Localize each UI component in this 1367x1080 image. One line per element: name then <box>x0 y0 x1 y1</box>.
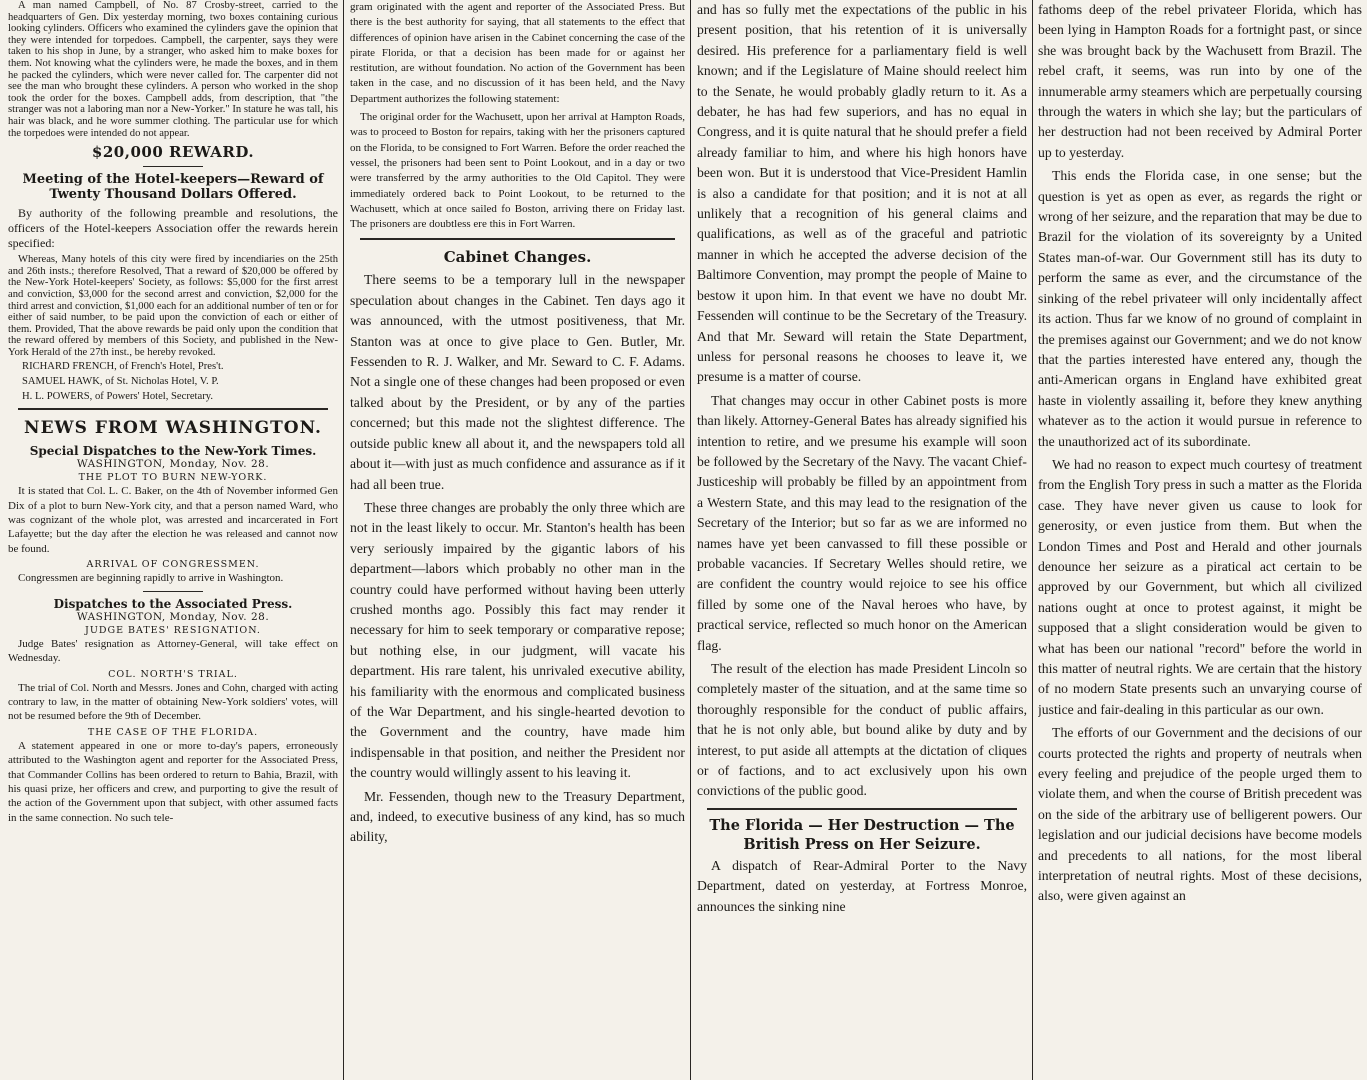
dateline: WASHINGTON, Monday, Nov. 28. <box>76 458 270 471</box>
dispatch-source: Dispatches to the Associated Press. <box>53 596 293 611</box>
divider <box>707 808 1017 810</box>
florida-sinking-paragraph: fathoms deep of the rebel privateer Florida, which has been lying in Hampton Roads for a fortnight past, or since she was brought back by the Wachusett from Brazil. The rebel craft, it seems, was run into by one of the innumerable army steamers which are perpetually coursing through the waters in which she lay; but the particulars of her destruction had not been received by Admiral Porter up to yesterday. <box>1038 2 1362 160</box>
resolution-text: Whereas, Many hotels of this city were fired by incendiaries on the 25th and 26th insts.; therefore Resolved, That a reward of $20,000 be offered by the New-York Hotel-keepers' Society, as follows: $5,000 for the first arrest and conviction, $3,000 for the second arrest and conviction, $2,000 for the third arrest and conviction, $1,000 each for an additional number of ten or for either of said number, to be paid upon the conviction of each or either of them. Provided, That the above rewards be paid only upon the condition that the reward offered by members of this Society, and published in the New-York Herald of the 27th inst., be hereby revoked. <box>8 254 338 358</box>
meeting-intro: By authority of the following preamble and resolutions, the officers of the Hotel-keepers Association offer the rewards herein specified: <box>8 206 338 251</box>
divider <box>360 238 675 240</box>
florida-destruction-headline: The Florida — Her Destruction — The British Press on Her Seizure. <box>709 816 1015 853</box>
column-4 <box>1038 0 1362 1080</box>
bates-headline: JUDGE BATES' RESIGNATION. <box>85 624 261 636</box>
dateline: WASHINGTON, Monday, Nov. 28. <box>76 610 270 623</box>
column-rule <box>690 0 691 1080</box>
column-2 <box>350 0 685 1080</box>
telegram-article: gram originated with the agent and reporter of the Associated Press. But there is the best authority for saying, that all statements to the effect that differences of opinion have arisen in the Cabinet concerning the case of the pirate Florida, or that a decision has been made for or against her restitution, are without foundation. No action of the Government has been taken in the case, and no discussion of it has been held, and the Navy Department authorizes the following statement: <box>350 1 685 105</box>
navy-statement: The original order for the Wachusett, upon her arrival at Hampton Roads, was to proceed to Boston for repairs, taking with her the prisoners captured on the Florida, to be consigned to Fort Warren. Before the order reached the vessel, the prisoners had been sent to Point Lookout, and in a day or two were transferred by the army authorities to the Old Capitol. They were immediately ordered back to Point Lookout, to be returned to the Wachusett, which at once sailed fo Boston, arriving there on Friday last. The prisoners are doubtless ere this in Fort Warren. <box>350 111 685 231</box>
column-rule <box>343 0 344 1080</box>
north-article: The trial of Col. North and Messrs. Jones and Cohn, charged with acting contrary to law, in the matter of obtaining New-York soldiers' votes, will not be resumed before the 9th of December. <box>8 681 338 723</box>
plot-headline: THE PLOT TO BURN NEW-YORK. <box>78 472 268 484</box>
column-1 <box>8 0 338 1080</box>
english-press-paragraph: We had no reason to expect much courtesy of treatment from the English Tory press in such a matter as the Florida case. They have never given us cause to look for generosity, or even justice from them. But when the London Times and Post and Herald and other journals denounce her seizure as a piratical act certain to be approved by our Government, but which all civilized nations ought at once to protest against, it might be supposed that a slight consideration would be given to what has been our national "record" before the world in this matter of neutral rights. We are certain that the history of no modern State presents such an unvarying course of justice and fair-dealing in this particular as our own. <box>1038 456 1362 717</box>
arrival-article: Congressmen are beginning rapidly to arrive in Washington. <box>18 572 284 585</box>
dispatch-source: Special Dispatches to the New-York Times. <box>29 444 317 459</box>
divider <box>18 408 328 410</box>
meeting-headline: Meeting of the Hotel-keepers—Reward of Twenty Thousand Dollars Offered. <box>22 172 324 203</box>
arrival-headline: ARRIVAL OF CONGRESSMEN. <box>86 559 260 571</box>
bates-article: Judge Bates' resignation as Attorney-General, will take effect on Wednesday. <box>8 637 338 665</box>
cabinet-changes-headline: Cabinet Changes. <box>443 248 592 267</box>
news-from-washington-title: NEWS FROM WASHINGTON. <box>24 418 322 439</box>
florida-headline: THE CASE OF THE FLORIDA. <box>87 726 259 738</box>
reward-title: $20,000 REWARD. <box>91 143 255 162</box>
signature-line: SAMUEL HAWK, of St. Nicholas Hotel, V. P. <box>22 376 219 388</box>
neutral-rights-paragraph: The efforts of our Government and the decisions of our courts protected the rights and property of neutrals when every feeling and prejudice of the people urged them to violate them, and when the course of British precedent was on the side of the arbitrary use of belligerent powers. Our legislation and our judicial decisions have become models and precedents to all nations, for the most liberal interpretation of neutral rights. Most of these decisions, also, were given against an <box>1038 725 1362 904</box>
cabinet-paragraph-3: Mr. Fessenden, though new to the Treasury Department, and, indeed, to executive business of any kind, has so much ability, <box>350 788 685 845</box>
signature-line: H. L. POWERS, of Powers' Hotel, Secretary. <box>22 390 213 402</box>
divider <box>143 591 203 592</box>
north-headline: COL. NORTH'S TRIAL. <box>108 668 238 680</box>
plot-article: It is stated that Col. L. C. Baker, on the 4th of November informed Gen Dix of a plot to burn New-York city, and that a person named Ward, who was cognizant of the whole plot, was arrested and incarcerated in Fort Lafayette; but the day after the election he was released and cannot now be found. <box>8 485 338 555</box>
column-rule <box>1032 0 1033 1080</box>
lincoln-paragraph: The result of the election has made President Lincoln so completely master of the situation, and at the same time so thoroughly responsible for the conduct of public affairs, that he is not only able, but bound alike by duty and by interest, to put aside all attempts at the dictation of cliques or of factions, and to act exclusively upon his own convictions of the public good. <box>697 661 1027 799</box>
column-3 <box>697 0 1027 1080</box>
signature-line: RICHARD FRENCH, of French's Hotel, Pres't. <box>22 361 224 373</box>
other-posts-paragraph: That changes may occur in other Cabinet posts is more than likely. Attorney-General Bates has already signified his intention to retire, and we presume his example will soon be followed by the Secretary of the Navy. The vacant Chief-Justiceship will probably be filled by an appointment from a Western State, and this may lead to the resignation of the Secretary of the Interior; but so far as we are informed no names have yet been canvassed to fill these possible or probable vacancies. If Secretary Welles should retire, we are confident the country would rejoice to see his office filled by some one of the Naval heroes who have, by practical service, reflected so much honor on the American flag. <box>697 392 1027 653</box>
porter-dispatch-paragraph: A dispatch of Rear-Admiral Porter to the Navy Department, dated on yesterday, at Fortress Monroe, announces the sinking nine <box>697 857 1027 914</box>
cabinet-paragraph-2: These three changes are probably the only three which are not in the least likely to occur. Mr. Stanton's health has been very seriously impaired by the gigantic labors of his department—labors which probably no other man in the country could have performed without having been utterly crushed months ago. Possibly this fact may render it necessary for him to seek temporary or comparative repose; but nothing else, in our judgment, will vacate his department. His rare talent, his unrivaled executive ability, his familiarity with the enormous and complicated business of the War Department, and his single-hearted devotion to the Government and the country, have made him indispensable in that position, and neither the President nor the country would willingly assent to his leaving it. <box>350 499 685 781</box>
cabinet-paragraph-1: There seems to be a temporary lull in the newspaper speculation about changes in the Cabinet. Ten days ago it was announced, with the utmost positiveness, that Mr. Stanton was at once to give place to Gen. Butler, Mr. Fessenden to R. J. Walker, and Mr. Seward to C. F. Adams. Not a single one of these changes had been proposed or even talked about by the President, or by any of the parties concerned; but this made not the slightest difference. The outside public knew all about it, and the newspapers told all about it—with just as much confidence and assurance as if it had all been true. <box>350 272 685 492</box>
divider <box>143 166 203 167</box>
fessenden-paragraph: and has so fully met the expectations of the public in his present position, that his retention of it is universally desired. His preference for a parliamentary field is well known; and if the Legislature of Maine should reelect him to the Senate, he would probably gladly return to it. As a debater, he has had few superiors, and has no equal in Congress, and it is quite natural that he should prefer a field already familiar to him, and where his high honors have been won. But it is understood that Vice-President Hamlin is also a candidate for that position; and it is not at all unlikely that a recognition of his general claims and qualifications, as well as of the graceful and patriotic manner in which he accepted the adverse decision of the Baltimore Convention, may prompt the people of Maine to bestow it upon him. In that event we have no doubt Mr. Fessenden will continue to be the Secretary of the Treasury. And that Mr. Seward will retain the State Department, unless for personal reasons he chooses to leave it, we presume is a matter of course. <box>697 2 1027 385</box>
florida-article: A statement appeared in one or more to-day's papers, erroneously attributed to the Washington agent and reporter for the Associated Press, that Commander Collins has been ordered to return to Bahia, Brazil, with his quasi prize, her officers and crew, and purporting to give the result of the action of the Government upon that subject, with other assumed facts in the same connection. No such tele- <box>8 739 338 824</box>
torpedo-article: A man named Campbell, of No. 87 Crosby-street, carried to the headquarters of Gen. Dix yesterday morning, two boxes containing curious looking cylinders. Officers who examined the cylinders gave the opinion that they were intended for torpedoes. Campbell, the carpenter, says they were taken to his shop in June, by a stranger, who asked him to make boxes for them. Not knowing what the cylinders were, he made the boxes, and in them he packed the cylinders, which were never called for. The carpenter did not see the man who brought these cylinders. A person who worked in the shop took the order for the boxes. Campbell adds, from description, that "the stranger was not a laboring man nor a New-Yorker." In stature he was tall, his hair was black, and he wore summer clothing. The particular use for which the torpedoes were intended do not appear. <box>8 0 338 139</box>
florida-case-paragraph: This ends the Florida case, in one sense; but the question is yet as open as ever, as regards the right or wrong of her seizure, and the reparation that may be due to Brazil for the violation of its sovereignty by a United States man-of-war. Our Government still has its duty to perform the same as ever, and the circumstance of the sinking of the rebel privateer will only incidentally affect its action. Thus far we know of no ground of complaint in the premises against our Government; and we do not know that the parties interested have entered any, though the anti-American organs in England have exhibited great haste in violently assailing it, before they knew anything whatever as to the action it would pursue in reference to the unauthorized act of its subordinate. <box>1038 168 1362 449</box>
